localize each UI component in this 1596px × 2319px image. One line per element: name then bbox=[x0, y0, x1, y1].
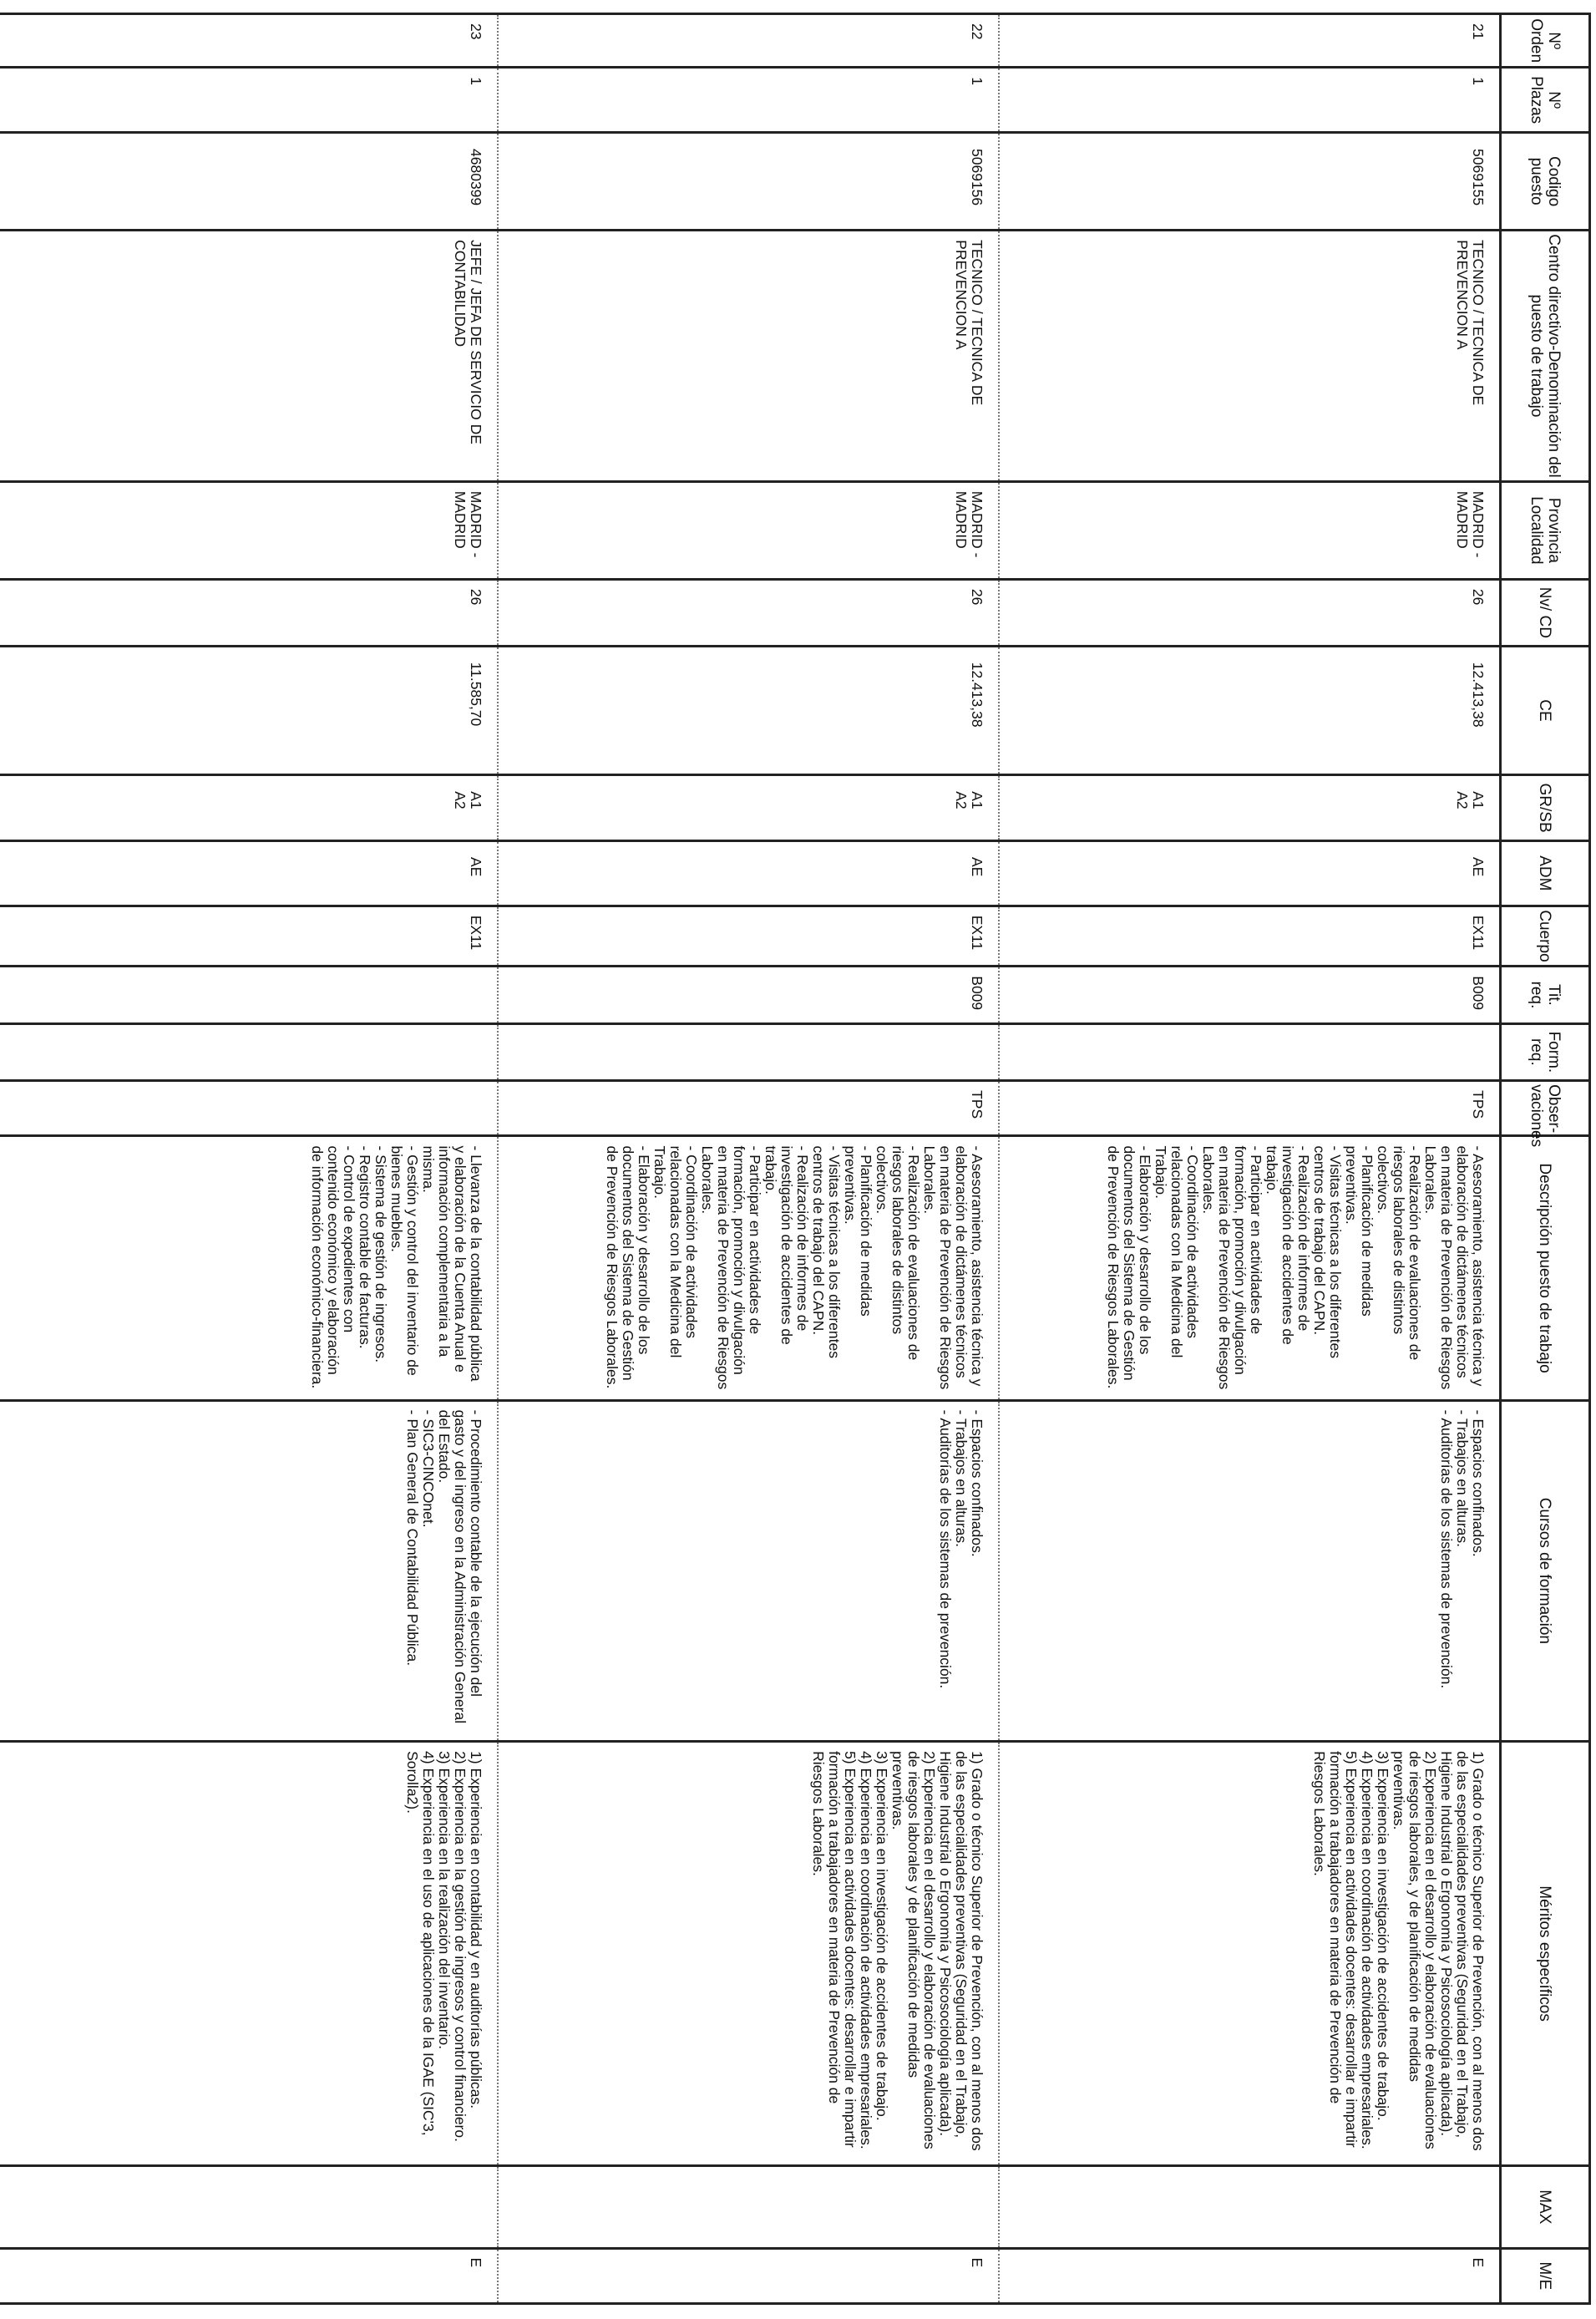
cell-grsb: A1 A2 bbox=[0, 775, 499, 841]
cell-titulacion bbox=[0, 967, 499, 1023]
cell-codigo: 5069156 bbox=[499, 133, 1000, 231]
cell-adm: AE bbox=[499, 840, 1000, 906]
cell-ce: 11.585,70 bbox=[0, 646, 499, 774]
cell-cuerpo: EX11 bbox=[499, 906, 1000, 967]
table-row bbox=[499, 14, 1000, 2304]
cell-cursos: - Espacios confinados. - Trabajos en alturas. - Auditorías de los sistemas de prevención. bbox=[499, 1400, 1000, 1741]
cell-provincia: MADRID - MADRID bbox=[1000, 481, 1501, 579]
header-plazas: Nº Plazas bbox=[1501, 68, 1590, 133]
job-positions-table bbox=[0, 13, 1591, 2305]
cell-max bbox=[0, 2166, 499, 2248]
cell-centro: TECNICO / TECNICA DE PREVENCION A bbox=[1000, 231, 1501, 482]
cell-formacion bbox=[1000, 1023, 1501, 1080]
cell-max bbox=[499, 2166, 1000, 2248]
header-adm: ADM bbox=[1501, 840, 1590, 906]
table-row bbox=[0, 14, 499, 2304]
cell-max bbox=[1000, 2166, 1501, 2248]
cell-adm: AE bbox=[0, 840, 499, 906]
header-formacion: Form. req. bbox=[1501, 1023, 1590, 1080]
cell-nivel: 26 bbox=[1000, 579, 1501, 646]
header-max: MAX bbox=[1501, 2166, 1590, 2248]
header-cuerpo: Cuerpo bbox=[1501, 906, 1590, 967]
cell-meritos: 1) Grado o técnico Superior de Prevención, con al menos dos de las especialidades preventivas (Seguridad en el Trabajo, Higiene Industrial o Ergonomía y Psicosociología aplicada). 2) Experiencia en el desarrollo y elaboración de evaluaciones de riesgos laborales, y de planificación de medidas preventivas. 3) Experiencia en investigación de accidentes de trabajo. 4) Experiencia en coordinación de actividades empresariales. 5) Experiencia en actividades docentes: desarrollar e impartir formación a trabajadores en materia de Prevención de Riesgos Laborales. bbox=[1000, 1742, 1501, 2166]
cell-descripcion: - Asesoramiento, asistencia técnica y elaboración de dictámenes técnicos en materia de Prevención de Riesgos Laborales. - Realización de evaluaciones de riesgos laborales de distintos colectivos. - Planificación de medidas preventivas. - Visitas técnicas a los diferentes centros de trabajo del CAPN. - Realización de informes de investigación de accidentes de trabajo. - Participar en actividades de formación, promoción y divulgación en materia de Prevención de Riesgos Laborales. - Coordinación de actividades relacionadas con la Medicina del Trabajo. - Elaboración y desarrollo de los documentos del Sistema de Gestión de Prevención de Riesgos Laborales. bbox=[499, 1136, 1000, 1400]
cell-formacion bbox=[0, 1023, 499, 1080]
cell-me: E bbox=[1000, 2248, 1501, 2303]
header-observaciones: Obser-vaciones bbox=[1501, 1081, 1590, 1136]
header-codigo: Codigo puesto bbox=[1501, 133, 1590, 231]
header-orden: Nº Orden bbox=[1501, 14, 1590, 68]
header-me: M/E bbox=[1501, 2248, 1590, 2303]
header-cursos: Cursos de formación bbox=[1501, 1400, 1590, 1741]
cell-meritos: 1) Experiencia en contabilidad y en auditorías públicas. 2) Experiencia en la gestión de ingresos y control financiero. 3) Experiencia en la realización del inventario. 4) Experiencia en el uso de aplicaciones de la IGAE (SIC'3, Sorolla2). bbox=[0, 1742, 499, 2166]
header-row bbox=[1501, 14, 1590, 2304]
cell-cursos: - Espacios confinados. - Trabajos en alturas. - Auditorías de los sistemas de prevención. bbox=[1000, 1400, 1501, 1741]
cell-ce: 12.413,38 bbox=[1000, 646, 1501, 774]
cell-titulacion: B009 bbox=[499, 967, 1000, 1023]
cell-nivel: 26 bbox=[499, 579, 1000, 646]
header-titulacion: Tit. req. bbox=[1501, 967, 1590, 1023]
cell-codigo: 4680399 bbox=[0, 133, 499, 231]
cell-observaciones bbox=[0, 1081, 499, 1136]
header-meritos: Méritos específicos bbox=[1501, 1742, 1590, 2166]
cell-adm: AE bbox=[1000, 840, 1501, 906]
cell-descripcion: - Asesoramiento, asistencia técnica y elaboración de dictámenes técnicos en materia de Prevención de Riesgos Laborales. - Realización de evaluaciones de riesgos laborales de distintos colectivos. - Planificación de medidas preventivas. - Visitas técnicas a los diferentes centros de trabajo del CAPN. - Realización de informes de investigación de accidentes de trabajo. - Participar en actividades de formación, promoción y divulgación en materia de Prevención de Riesgos Laborales. - Coordinación de actividades relacionadas con la Medicina del Trabajo. - Elaboración y desarrollo de los documentos del Sistema de Gestión de Prevención de Riesgos Laborales. bbox=[1000, 1136, 1501, 1400]
cell-plazas: 1 bbox=[499, 68, 1000, 133]
header-grsb: GR/SB bbox=[1501, 775, 1590, 841]
cell-cursos: - Procedimiento contable de la ejecución del gasto y del ingreso en la Administración General del Estado. - SIC3-CINCOnet. - Plan General de Contabilidad Pública. bbox=[0, 1400, 499, 1741]
cell-meritos: 1) Grado o técnico Superior de Prevención, con al menos dos de las especialidades preventivas (Seguridad en el Trabajo, Higiene Industrial o Ergonomía y Psicosociología aplicada). 2) Experiencia en el desarrollo y elaboración de evaluaciones de riesgos laborales y de planificación de medidas preventivas. 3) Experiencia en investigación de accidentes de trabajo. 4) Experiencia en coordinación de actividades empresariales. 5) Experiencia en actividades docentes: desarrollar e impartir formación a trabajadores en materia de Prevención de Riesgos Laborales. bbox=[499, 1742, 1000, 2166]
cell-cuerpo: EX11 bbox=[1000, 906, 1501, 967]
header-ce: CE bbox=[1501, 646, 1590, 774]
cell-orden: 21 bbox=[1000, 14, 1501, 68]
cell-centro: JEFE / JEFA DE SERVICIO DE CONTABILIDAD bbox=[0, 231, 499, 482]
cell-plazas: 1 bbox=[1000, 68, 1501, 133]
header-descripcion: Descripción puesto de trabajo bbox=[1501, 1136, 1590, 1400]
cell-cuerpo: EX11 bbox=[0, 906, 499, 967]
cell-titulacion: B009 bbox=[1000, 967, 1501, 1023]
cell-ce: 12.413,38 bbox=[499, 646, 1000, 774]
cell-orden: 22 bbox=[499, 14, 1000, 68]
cell-observaciones: TPS bbox=[1000, 1081, 1501, 1136]
header-provincia: Provincia Localidad bbox=[1501, 481, 1590, 579]
cell-descripcion: - Llevanza de la contabilidad pública y elaboración de la Cuenta Anual e información complementaria a la misma. - Gestión y control del inventario de bienes muebles. - Sistema de gestión de ingresos. - Registro contable de facturas. - Control de expedientes con contenido económico y elaboración de información económico-financiera. bbox=[0, 1136, 499, 1400]
header-nivel: Nv/ CD bbox=[1501, 579, 1590, 646]
cell-plazas: 1 bbox=[0, 68, 499, 133]
header-centro: Centro directivo-Denominación del puesto de trabajo bbox=[1501, 231, 1590, 482]
cell-formacion bbox=[499, 1023, 1000, 1080]
cell-codigo: 5069155 bbox=[1000, 133, 1501, 231]
table-row bbox=[1000, 14, 1501, 2304]
cell-grsb: A1 A2 bbox=[1000, 775, 1501, 841]
cell-me: E bbox=[499, 2248, 1000, 2303]
cell-grsb: A1 A2 bbox=[499, 775, 1000, 841]
cell-orden: 23 bbox=[0, 14, 499, 68]
cell-provincia: MADRID - MADRID bbox=[0, 481, 499, 579]
cell-observaciones: TPS bbox=[499, 1081, 1000, 1136]
cell-provincia: MADRID - MADRID bbox=[499, 481, 1000, 579]
cell-centro: TECNICO / TECNICA DE PREVENCION A bbox=[499, 231, 1000, 482]
cell-nivel: 26 bbox=[0, 579, 499, 646]
cell-me: E bbox=[0, 2248, 499, 2303]
